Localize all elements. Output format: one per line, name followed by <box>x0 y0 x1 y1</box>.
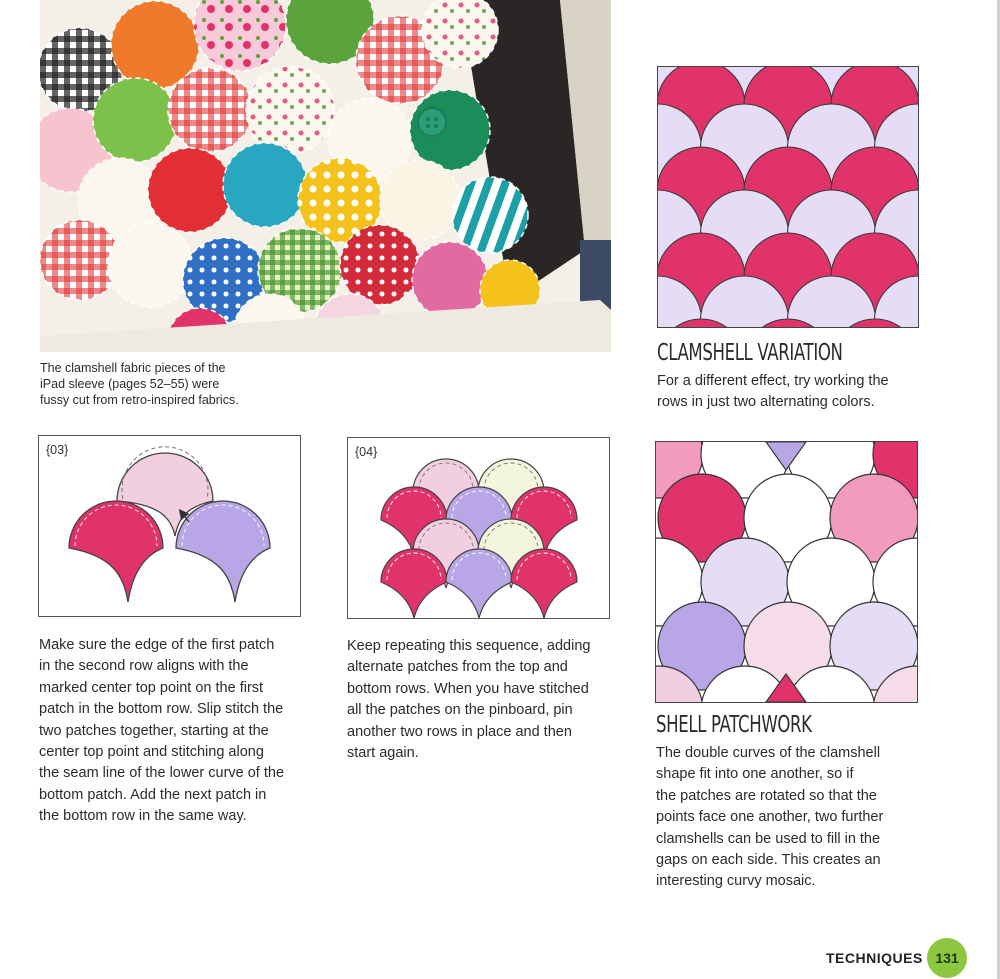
fabric-photo-illustration <box>40 0 611 352</box>
stitched-patch <box>511 549 577 618</box>
shell-patchwork-heading: SHELL PATCHWORK <box>656 712 812 738</box>
text-line: points face one another, two further <box>656 809 884 826</box>
stitched-patch <box>446 549 512 618</box>
text-line: another two rows in place and then <box>347 723 572 740</box>
text-line: the patches are rotated so that the <box>656 787 877 804</box>
fabric-photo <box>40 0 611 352</box>
text-line: The double curves of the clamshell <box>656 745 881 761</box>
step-04-label: {04} <box>355 445 378 459</box>
text-line: bottom patch. Add the next patch in <box>39 786 267 803</box>
text-line: all the patches on the pinboard, pin <box>347 702 573 719</box>
footer-section-label: TECHNIQUES <box>826 950 923 966</box>
step-03-text <box>39 635 329 828</box>
clamshell-variation-heading: CLAMSHELL VARIATION <box>657 340 843 366</box>
text-line: clamshells can be used to fill in the <box>656 830 881 847</box>
step-04-text <box>347 636 637 764</box>
text-line: patch in the bottom row. Slip stitch the <box>39 701 284 718</box>
text-line: Make sure the edge of the first patch <box>39 637 275 653</box>
step-03-diagram <box>38 435 301 617</box>
patch-lavender <box>176 501 270 602</box>
clamshell-variation-pattern <box>657 66 919 328</box>
step-04-illustration <box>348 438 609 618</box>
text-line: in the second row aligns with the <box>39 658 249 675</box>
text-line: bottom rows. When you have stitched <box>347 680 589 697</box>
text-line: For a different effect, try working the <box>657 373 889 389</box>
caption-line: The clamshell fabric pieces of the <box>40 361 226 375</box>
patch-magenta <box>69 501 163 602</box>
shell-patchwork-svg <box>656 442 917 702</box>
shell-patchwork-pattern <box>655 441 918 703</box>
step-04-diagram <box>347 437 610 619</box>
page-number: 131 <box>935 950 959 966</box>
text-line: interesting curvy mosaic. <box>656 873 816 890</box>
text-line: alternate patches from the top and <box>347 659 568 676</box>
text-line: start again. <box>347 745 419 762</box>
shell-patchwork-text <box>656 743 956 893</box>
step-03-illustration <box>39 436 300 616</box>
text-line: shape fit into one another, so if <box>656 766 854 783</box>
text-line: center top point and stitching along <box>39 744 264 761</box>
clamshell-variation-text <box>657 371 957 414</box>
text-line: gaps on each side. This creates an <box>656 852 881 869</box>
text-line: the seam line of the lower curve of the <box>39 765 285 782</box>
clamshell-variation-svg <box>658 67 918 327</box>
step-03-label: {03} <box>46 443 69 457</box>
text-line: the bottom row in the same way. <box>39 808 247 825</box>
caption-line: fussy cut from retro-inspired fabrics. <box>40 393 239 407</box>
text-line: rows in just two alternating colors. <box>657 394 875 411</box>
stitched-patch <box>381 549 447 618</box>
photo-caption <box>40 360 300 408</box>
text-line: two patches together, starting at the <box>39 722 269 739</box>
caption-line: iPad sleeve (pages 52–55) were <box>40 377 220 391</box>
text-line: marked center top point on the first <box>39 679 264 696</box>
text-line: Keep repeating this sequence, adding <box>347 638 591 654</box>
page-number-badge <box>927 938 967 978</box>
